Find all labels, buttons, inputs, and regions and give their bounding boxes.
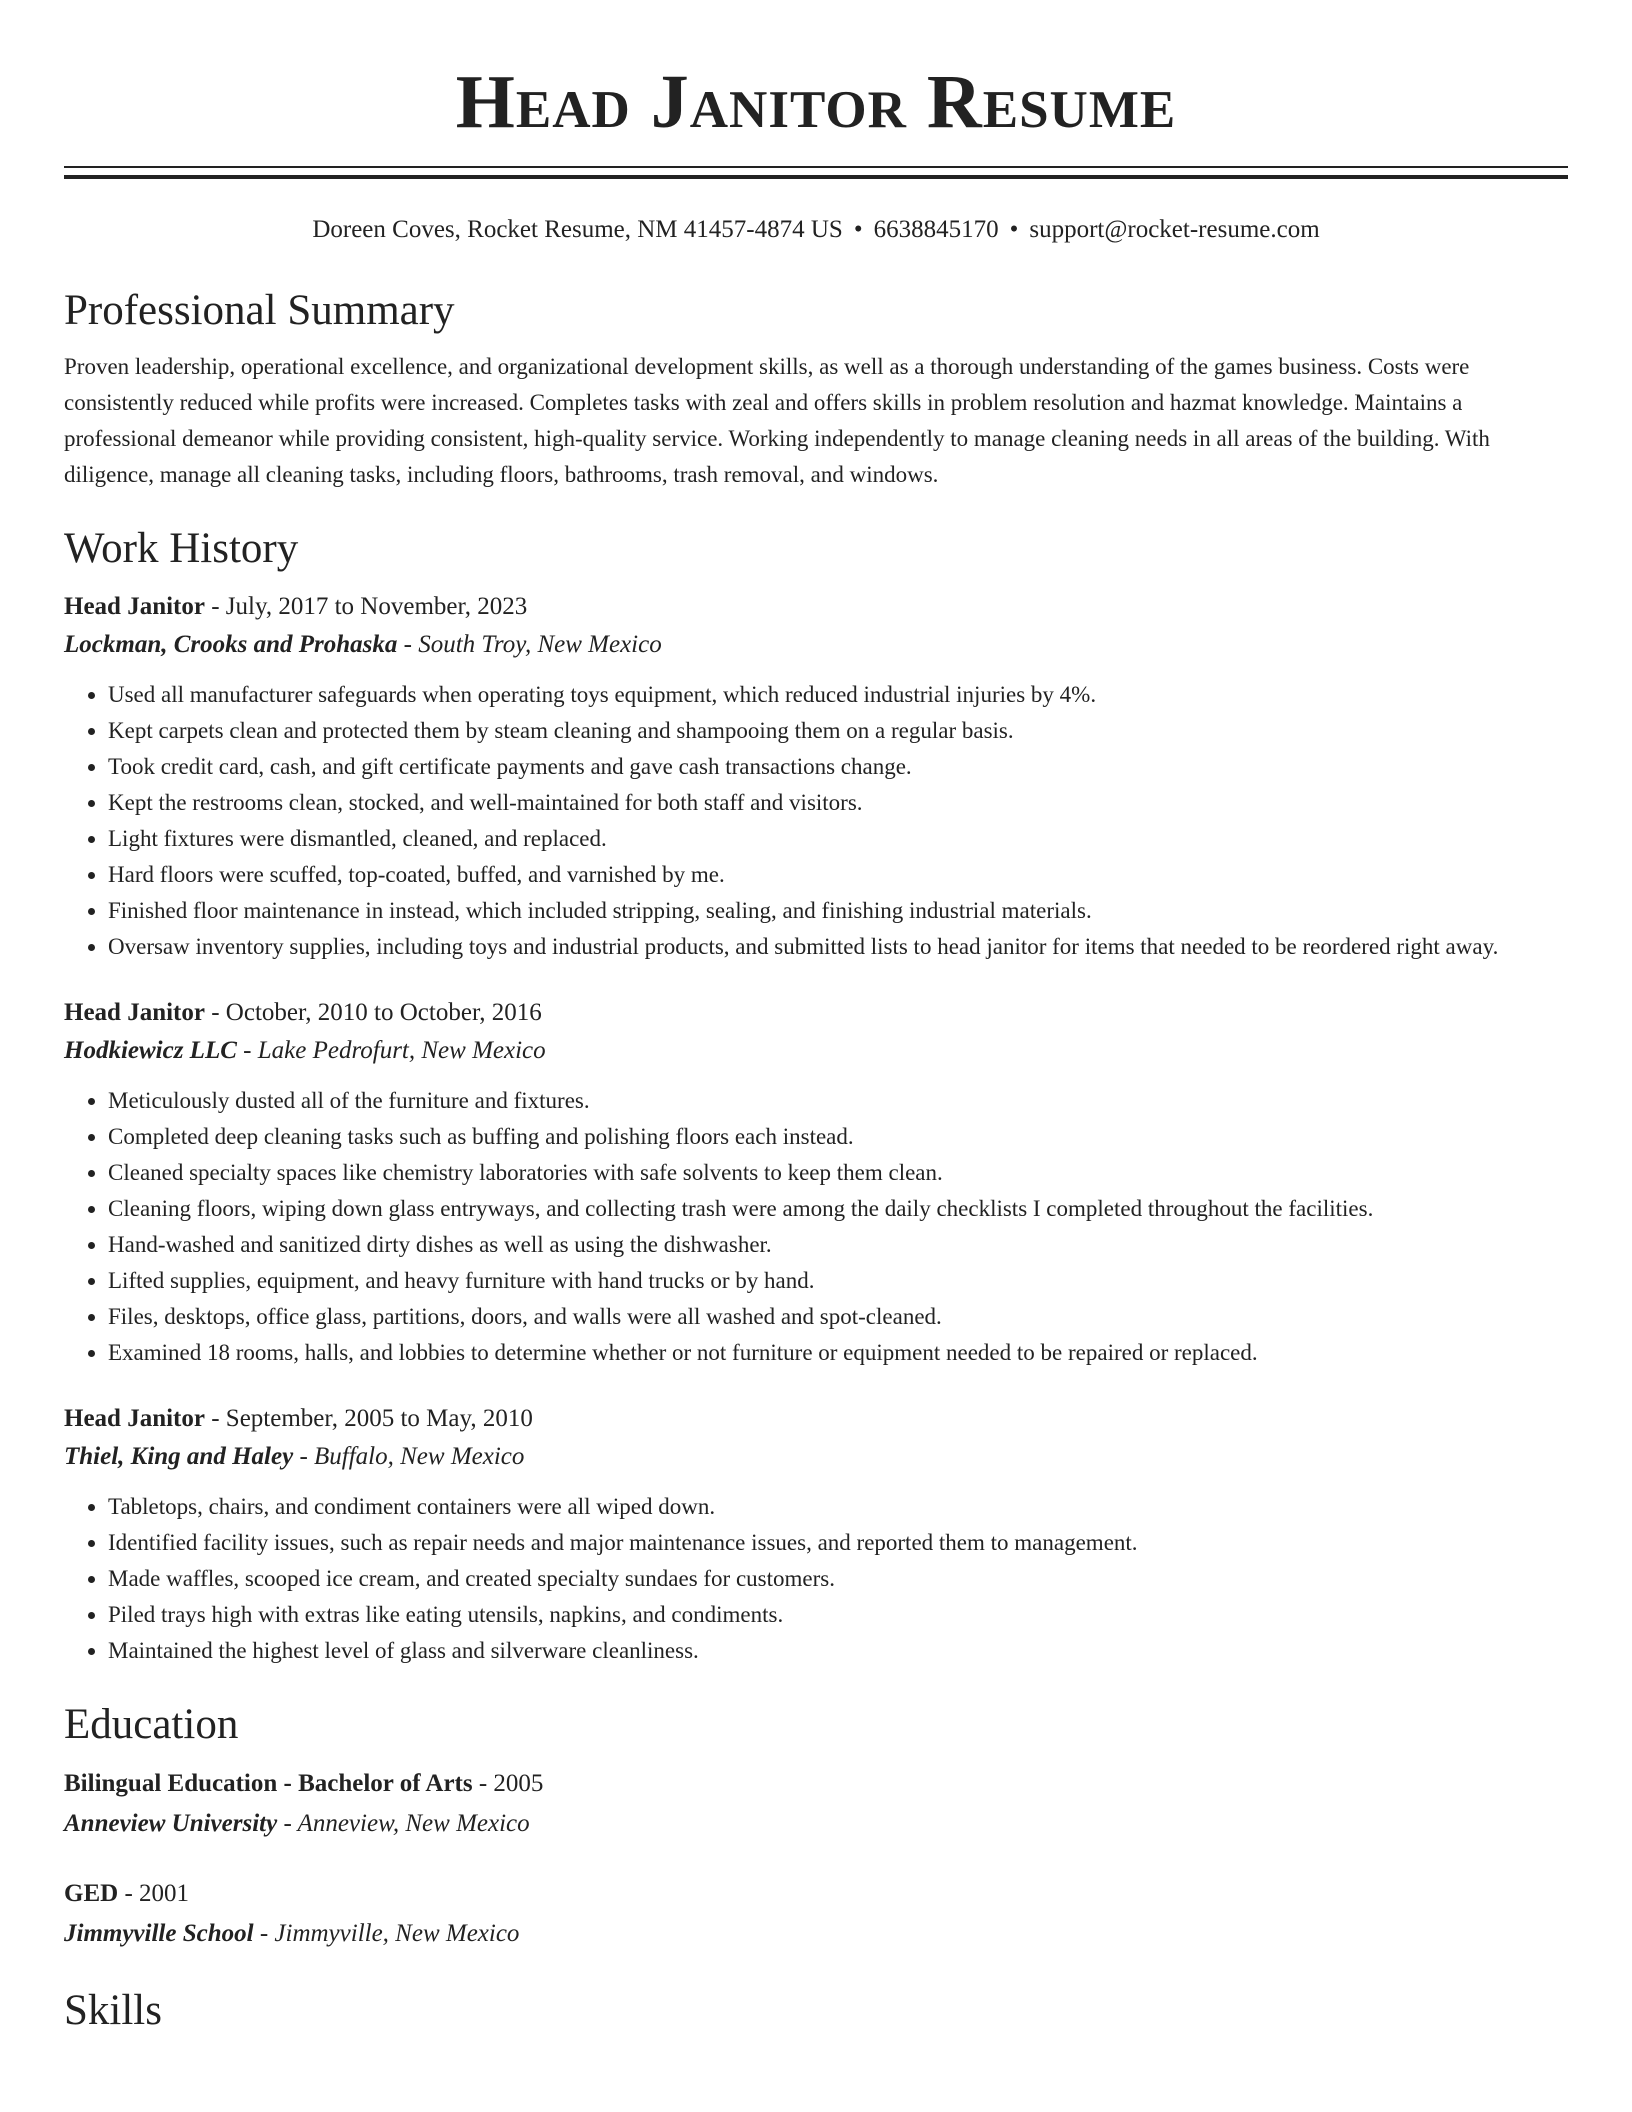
company-name: Thiel, King and Haley — [64, 1443, 294, 1470]
contact-phone: 6638845170 — [873, 216, 999, 243]
job-dates: - July, 2017 to November, 2023 — [204, 593, 528, 620]
education-list — [64, 1765, 1568, 1955]
list-item: • Oversaw inventory supplies, including toys and industrial products, and submitted lists to head janitor for items that needed to be reordered right away. — [108, 929, 1568, 965]
company-location: - Lake Pedrofurt, New Mexico — [236, 1037, 546, 1064]
list-item: • Kept carpets clean and protected them by steam cleaning and shampooing them on a regular basis. — [108, 713, 1568, 749]
work-history-list — [64, 589, 1568, 1669]
list-item: • Examined 18 rooms, halls, and lobbies to determine whether or not furniture or equipment needed to be repaired or replaced. — [108, 1335, 1568, 1371]
job-title-line — [64, 995, 1568, 1031]
degree-year: - 2005 — [472, 1770, 544, 1797]
school-location: - Anneview, New Mexico — [277, 1810, 530, 1837]
list-item: • Piled trays high with extras like eating utensils, napkins, and condiments. — [108, 1597, 1568, 1633]
list-item: • Cleaned specialty spaces like chemistry laboratories with safe solvents to keep them clean. — [108, 1155, 1568, 1191]
degree-name: Bilingual Education - Bachelor of Arts — [64, 1770, 473, 1797]
education-entry — [64, 1765, 1568, 1845]
list-item: • Used all manufacturer safeguards when operating toys equipment, which reduced industrial injuries by 4%. — [108, 677, 1568, 713]
job-entry — [64, 995, 1568, 1371]
company-location: - Buffalo, New Mexico — [293, 1443, 525, 1470]
list-item: • Light fixtures were dismantled, cleaned, and replaced. — [108, 821, 1568, 857]
summary-text: Proven leadership, operational excellence, and organizational development skills, as well as a thorough understanding of the games business. Costs were consistently reduced while profits were increased. Completes tasks with zeal and offers skills in problem resolution and hazmat knowledge. Maintains a professional demeanor while providing consistent, high-quality service. Working independently to manage cleaning needs in all areas of the building. With diligence, manage all cleaning tasks, including floors, bathrooms, trash removal, and windows. — [64, 354, 1490, 487]
job-duties-list — [64, 677, 1568, 965]
job-duties-list — [64, 1083, 1568, 1371]
work-history-heading: Work History — [64, 525, 299, 572]
job-title-line — [64, 1401, 1568, 1437]
contact-address: Doreen Coves, Rocket Resume, NM 41457-4874 US — [312, 216, 843, 243]
degree-line — [64, 1765, 1568, 1803]
job-title-line — [64, 589, 1568, 625]
title-divider-thin — [64, 166, 1568, 168]
list-item: • Hard floors were scuffed, top-coated, buffed, and varnished by me. — [108, 857, 1568, 893]
job-duties-list — [64, 1489, 1568, 1669]
list-item: • Maintained the highest level of glass and silverware cleanliness. — [108, 1633, 1568, 1669]
school-line — [64, 1913, 1568, 1955]
job-dates: - October, 2010 to October, 2016 — [204, 999, 542, 1026]
contact-separator: • — [853, 216, 863, 243]
company-location: - South Troy, New Mexico — [397, 631, 662, 658]
list-item: • Files, desktops, office glass, partitions, doors, and walls were all washed and spot-cleaned. — [108, 1299, 1568, 1335]
degree-year: - 2001 — [118, 1880, 190, 1907]
list-item: • Completed deep cleaning tasks such as buffing and polishing floors each instead. — [108, 1119, 1568, 1155]
list-item: • Hand-washed and sanitized dirty dishes as well as using the dishwasher. — [108, 1227, 1568, 1263]
education-heading: Education — [64, 1701, 239, 1748]
education-entry — [64, 1875, 1568, 1955]
job-entry — [64, 589, 1568, 965]
skills-heading: Skills — [64, 1987, 162, 2034]
school-line — [64, 1803, 1568, 1845]
contact-email: support@rocket-resume.com — [1029, 216, 1320, 243]
job-title: Head Janitor — [64, 593, 205, 620]
list-item: • Took credit card, cash, and gift certificate payments and gave cash transactions change. — [108, 749, 1568, 785]
school-name: Anneview University — [64, 1810, 278, 1837]
list-item: • Cleaning floors, wiping down glass entryways, and collecting trash were among the daily checklists I completed throughout the facilities. — [108, 1191, 1568, 1227]
job-title: Head Janitor — [64, 1405, 205, 1432]
list-item: • Lifted supplies, equipment, and heavy furniture with hand trucks or by hand. — [108, 1263, 1568, 1299]
company-line — [64, 1031, 1568, 1071]
school-name: Jimmyville School — [64, 1920, 254, 1947]
list-item: • Identified facility issues, such as repair needs and major maintenance issues, and reported them to management. — [108, 1525, 1568, 1561]
company-line — [64, 625, 1568, 665]
summary-heading: Professional Summary — [64, 287, 455, 334]
list-item: • Made waffles, scooped ice cream, and created specialty sundaes for customers. — [108, 1561, 1568, 1597]
job-entry — [64, 1401, 1568, 1669]
resume-title: Head Janitor Resume — [455, 60, 1177, 144]
degree-line — [64, 1875, 1568, 1913]
list-item: • Finished floor maintenance in instead, which included stripping, sealing, and finishing industrial materials. — [108, 893, 1568, 929]
contact-line — [64, 213, 1568, 247]
school-location: - Jimmyville, New Mexico — [253, 1920, 520, 1947]
list-item: • Tabletops, chairs, and condiment containers were all wiped down. — [108, 1489, 1568, 1525]
job-dates: - September, 2005 to May, 2010 — [204, 1405, 533, 1432]
list-item: • Meticulously dusted all of the furniture and fixtures. — [108, 1083, 1568, 1119]
degree-name: GED — [64, 1880, 119, 1907]
list-item: • Kept the restrooms clean, stocked, and well-maintained for both staff and visitors. — [108, 785, 1568, 821]
company-name: Hodkiewicz LLC — [64, 1037, 237, 1064]
company-name: Lockman, Crooks and Prohaska — [64, 631, 398, 658]
title-divider-thick — [64, 175, 1568, 179]
company-line — [64, 1437, 1568, 1477]
contact-separator: • — [1009, 216, 1019, 243]
job-title: Head Janitor — [64, 999, 205, 1026]
